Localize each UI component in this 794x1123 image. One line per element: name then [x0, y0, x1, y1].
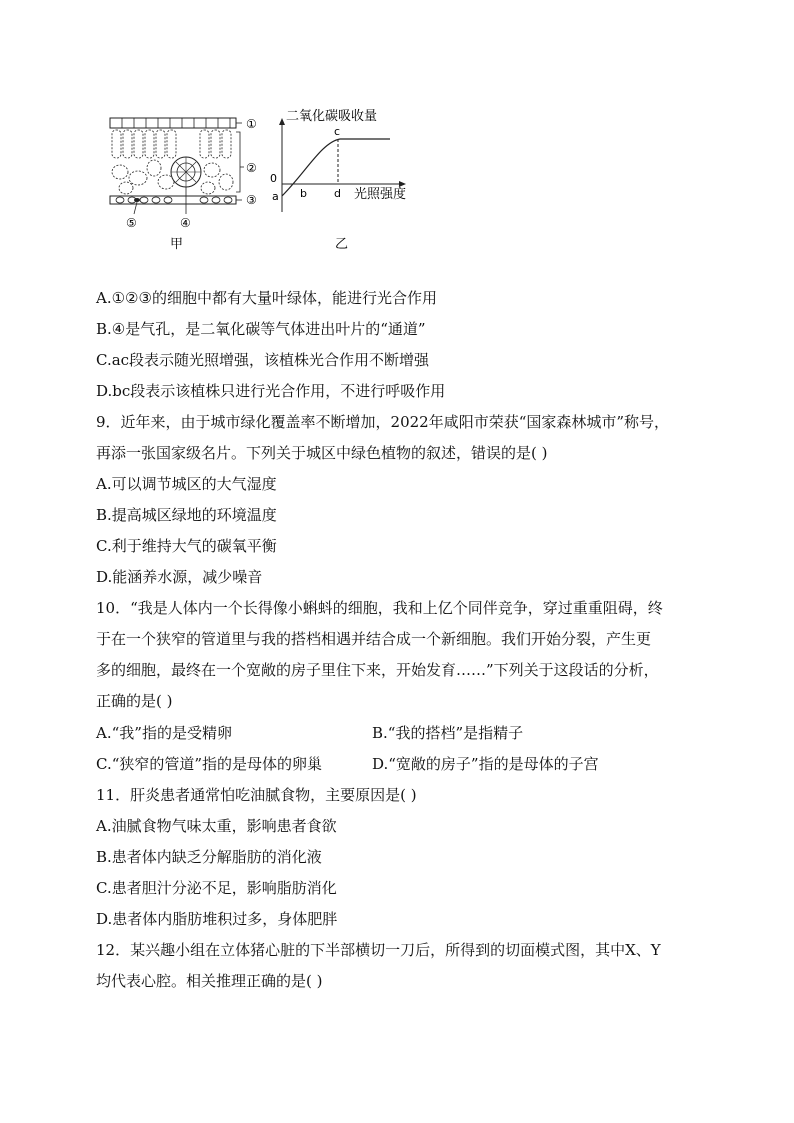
- leaf-section-figure: [104, 112, 264, 252]
- point-c: c: [334, 125, 341, 138]
- figure-jia-label: 甲: [170, 237, 184, 252]
- marker-2: ②: [246, 161, 257, 175]
- q8-option-c: C.ac段表示随光照增强，该植株光合作用不断增强: [96, 351, 430, 369]
- q9-stem-line-2: 再添一张国家级名片。下列关于城区中绿色植物的叙述，错误的是( ): [96, 444, 548, 462]
- chart-ylabel: 二氧化碳吸收量: [286, 109, 378, 124]
- q8-option-b: B.④是气孔，是二氧化碳等气体进出叶片的“通道”: [96, 320, 426, 338]
- q11-option-a: A.油腻食物气味太重，影响患者食欲: [96, 817, 337, 835]
- q9-option-c: C.利于维持大气的碳氧平衡: [96, 537, 277, 555]
- q9-option-a: A.可以调节城区的大气湿度: [96, 475, 277, 493]
- q10-option-d: D.“宽敞的房子”指的是母体的子宫: [372, 755, 599, 773]
- point-origin: 0: [270, 172, 277, 185]
- q11-option-c: C.患者胆汁分泌不足，影响脂肪消化: [96, 879, 337, 897]
- light-curve-figure: [266, 108, 426, 253]
- q11-stem: 11．肝炎患者通常怕吃油腻食物，主要原因是( ): [96, 786, 417, 804]
- q8-option-a: A.①②③的细胞中都有大量叶绿体，能进行光合作用: [96, 289, 437, 307]
- q9-option-d: D.能涵养水源，减少噪音: [96, 568, 263, 586]
- q12-stem-line-1: 12．某兴趣小组在立体猪心脏的下半部横切一刀后，所得到的切面模式图，其中X、Y: [96, 941, 661, 959]
- point-b: b: [300, 187, 307, 200]
- q10-option-b: B.“我的搭档”是指精子: [372, 724, 524, 742]
- q10-stem-line-2: 于在一个狭窄的管道里与我的搭档相遇并结合成一个新细胞。我们开始分裂，产生更: [96, 630, 652, 648]
- q10-stem-line-4: 正确的是( ): [96, 692, 173, 710]
- chart-xlabel: 光照强度: [354, 187, 407, 202]
- q11-option-d: D.患者体内脂肪堆积过多，身体肥胖: [96, 910, 338, 928]
- q10-stem-line-3: 多的细胞，最终在一个宽敞的房子里住下来，开始发育……”下列关于这段话的分析，: [96, 661, 659, 679]
- marker-5: ⑤: [126, 216, 137, 230]
- marker-4: ④: [180, 216, 191, 230]
- q10-option-c: C.“狭窄的管道”指的是母体的卵巢: [96, 755, 323, 773]
- figure-yi-label: 乙: [335, 237, 349, 252]
- q12-stem-line-2: 均代表心腔。相关推理正确的是( ): [96, 972, 323, 990]
- point-d: d: [334, 187, 341, 200]
- q9-option-b: B.提高城区绿地的环境温度: [96, 506, 277, 524]
- marker-3: ③: [246, 193, 257, 207]
- point-a: a: [272, 190, 279, 203]
- q10-option-a: A.“我”指的是受精卵: [96, 724, 232, 742]
- q11-option-b: B.患者体内缺乏分解脂肪的消化液: [96, 848, 322, 866]
- marker-1: ①: [246, 117, 257, 131]
- q8-option-d: D.bc段表示该植株只进行光合作用，不进行呼吸作用: [96, 382, 446, 400]
- q9-stem-line-1: 9．近年来，由于城市绿化覆盖率不断增加，2022年咸阳市荣获“国家森林城市”称号，: [96, 413, 670, 431]
- q10-stem-line-1: 10．“我是人体内一个长得像小蝌蚪的细胞，我和上亿个同伴竞争，穿过重重阻碍，终: [96, 599, 663, 617]
